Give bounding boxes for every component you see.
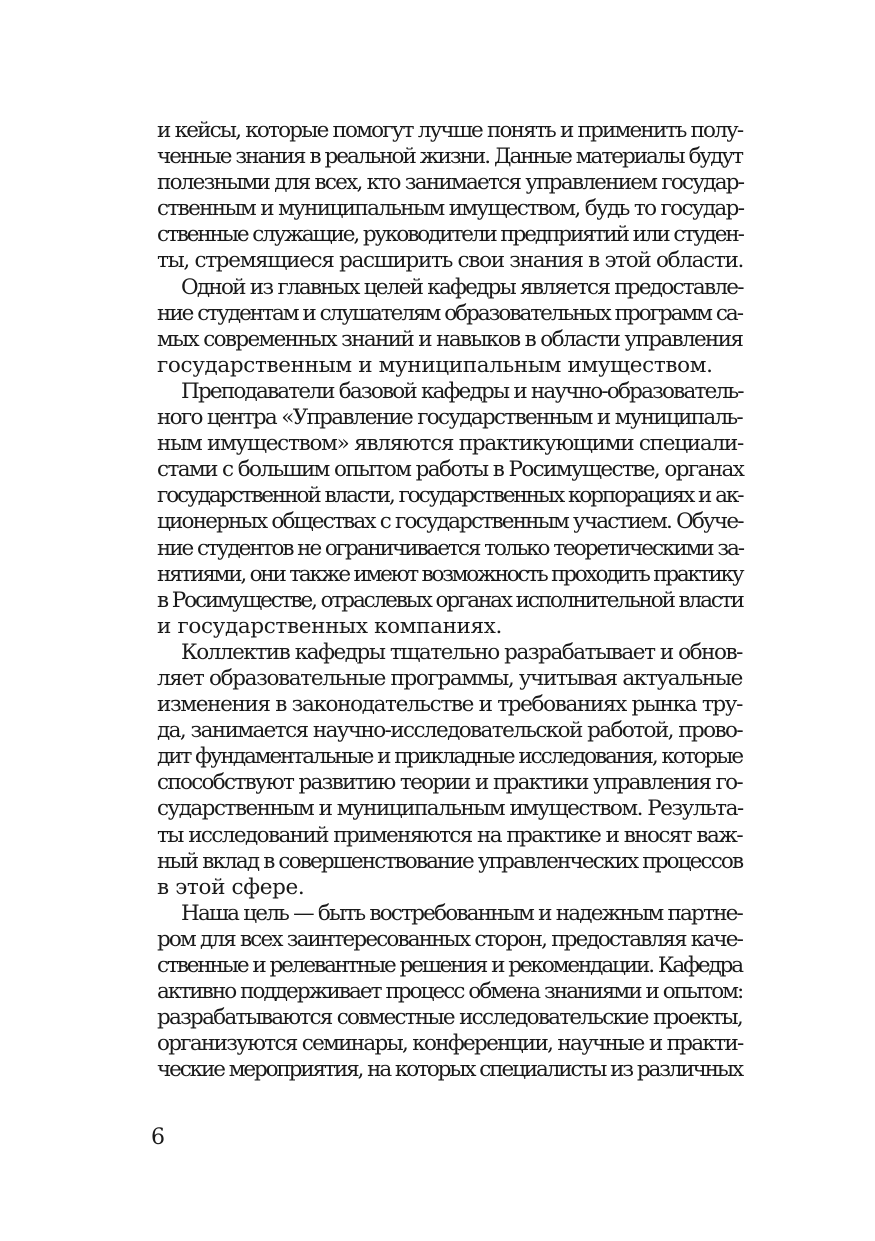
text-line: ние студентов не ограничивается только теоретическими за- <box>157 535 744 561</box>
text-line: дит фундаментальные и прикладные исследования, которые <box>157 744 742 770</box>
text-line: ционерных обществах с государственным участием. Обуче- <box>157 509 743 535</box>
text-line: полезными для всех, кто занимается управлением государ- <box>157 170 744 196</box>
text-line: государственным и муниципальным имуществом. <box>157 352 713 378</box>
text-line: нятиями, они также имеют возможность проходить практику <box>157 561 743 587</box>
text-line: способствуют развитию теории и практики управления го- <box>157 770 742 796</box>
page-number: 6 <box>151 1125 165 1150</box>
text-line: изменения в законодательстве и требованиях рынка тру- <box>157 692 742 718</box>
text-line: организуются семинары, конференции, научные и практи- <box>157 1031 743 1057</box>
text-line: стами с большим опытом работы в Росимуществе, органах <box>157 457 744 483</box>
body-text <box>157 118 742 1083</box>
paragraph-start: Одной из главных целей кафедры является предоставле- <box>181 274 743 300</box>
text-line: сударственным и муниципальным имуществом. Результа- <box>157 796 743 822</box>
text-line: и кейсы, которые помогут лучше понять и применить полу- <box>157 118 743 143</box>
text-line: и государственных компаниях. <box>157 613 503 639</box>
text-line: да, занимается научно-исследовательской работой, прово- <box>157 718 742 744</box>
text-line: в Росимуществе, отраслевых органах исполнительной власти <box>157 587 743 613</box>
text-line: ственные служащие, руководители предприятий или студен- <box>157 222 743 248</box>
text-line: ром для всех заинтересованных сторон, предоставляя каче- <box>157 926 742 952</box>
text-line: ный вклад в совершенствование управленческих процессов <box>157 848 743 874</box>
text-line: ным имуществом» являются практикующими специали- <box>157 431 743 457</box>
text-line: ного центра «Управление государственным и муниципаль- <box>157 405 742 431</box>
text-line: ты, стремящиеся расширить свои знания в этой области. <box>157 248 744 274</box>
text-line: ственным и муниципальным имуществом, будь то государ- <box>157 196 744 222</box>
text-line: ческие мероприятия, на которых специалисты из различных <box>157 1057 742 1083</box>
paragraph-start: Наша цель — быть востребованным и надежным партне- <box>181 900 742 926</box>
paragraph-start: Преподаватели базовой кафедры и научно-образователь- <box>181 378 743 404</box>
text-line: мых современных знаний и навыков в области управления <box>157 326 743 352</box>
text-line: разрабатываются совместные исследовательские проекты, <box>157 1005 742 1031</box>
text-line: активно поддерживает процесс обмена знаниями и опытом: <box>157 979 743 1005</box>
text-line: ственные и релевантные решения и рекомендации. Кафедра <box>157 953 742 978</box>
text-line: государственной власти, государственных корпорациях и ак- <box>157 483 743 509</box>
text-line: ляет образовательные программы, учитывая актуальные <box>157 665 742 691</box>
text-line: ченные знания в реальной жизни. Данные материалы будут <box>157 144 742 170</box>
paragraph-start: Коллектив кафедры тщательно разрабатывает и обнов- <box>181 639 742 665</box>
text-line: ние студентам и слушателям образовательных программ са- <box>157 300 742 326</box>
text-line: ты исследований применяются на практике и вносят важ- <box>157 822 742 848</box>
text-line: в этой сфере. <box>157 874 305 900</box>
